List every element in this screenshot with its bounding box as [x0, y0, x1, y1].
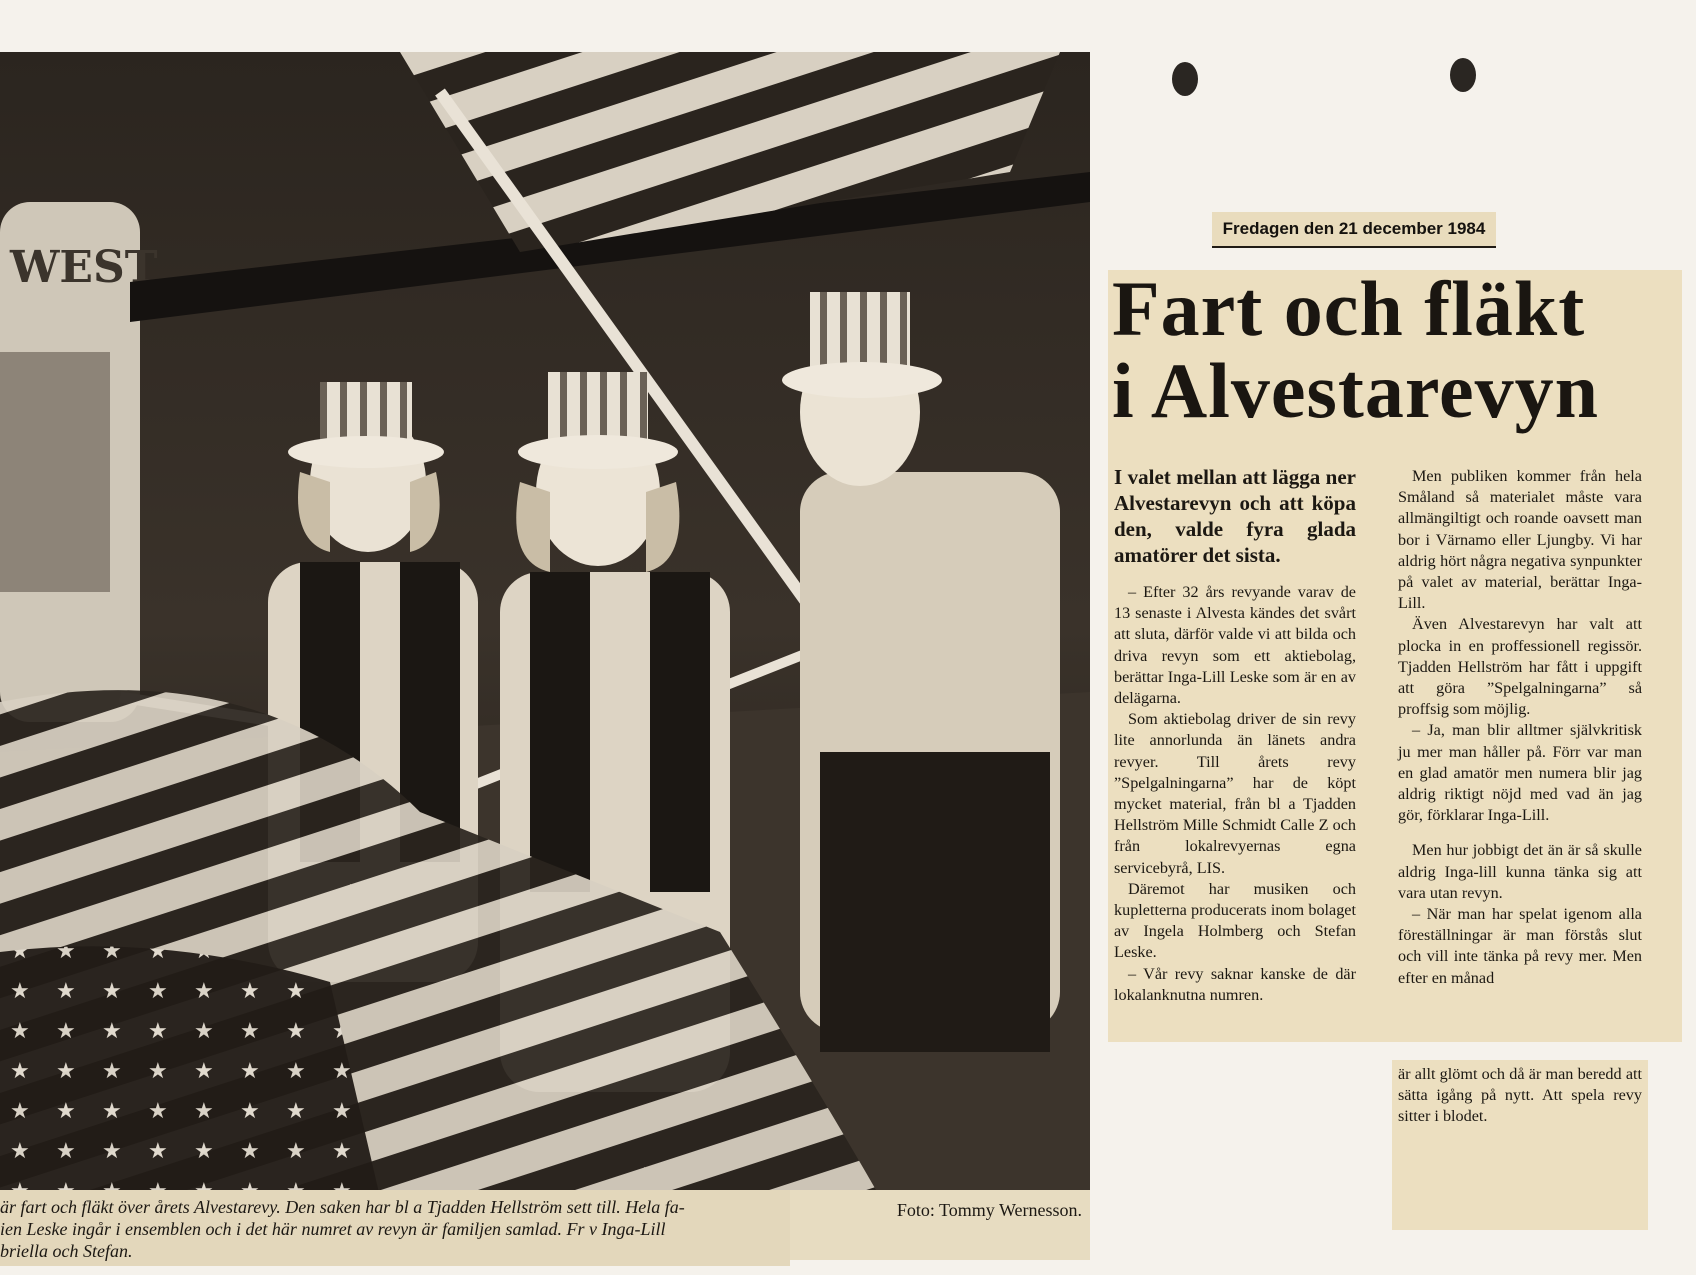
article-tail [1398, 1064, 1642, 1128]
paragraph: – Efter 32 års revyande varav de 13 senaste i Alvesta kändes det svårt att sluta, därför valde vi att bilda och driva revyn som ett aktiebolag, berättar Inga-Lill Leske som är en av delägarna. [1114, 583, 1356, 708]
dateline: Fredagen den 21 december 1984 [1212, 212, 1496, 248]
article-lead: I valet mellan att lägga ner Alvestarevyn och att köpa den, valde fyra glada amatörer det sista. [1114, 465, 1356, 567]
headline [1112, 265, 1682, 434]
paragraph: Även Alvestarevyn har valt att plocka in en proffessionell regissör. Tjadden Hellström har fått i uppgift att göra ”Spelgalningarna” så proffsig som möjlig. [1398, 615, 1642, 719]
photo-caption [0, 1190, 790, 1266]
headline-line: i Alvestarevyn [1112, 347, 1600, 434]
svg-text:WEST: WEST [10, 242, 158, 293]
paragraph: Som aktiebolag driver de sin revy lite annorlunda än länets andra revyer. Till årets revy ”Spelgalningarna” har de köpt mycket material, från bl a Tjadden Hellström Mille Schmidt Calle Z och från lokalrevyernas egna servicebyrå, LIS. [1114, 710, 1356, 877]
newspaper-photo [0, 52, 1090, 1197]
caption-line: briella och Stefan. [0, 1241, 133, 1261]
punch-hole [1450, 58, 1476, 92]
headline-line: Fart och fläkt [1112, 265, 1586, 352]
photo-credit: Foto: Tommy Wernesson. [790, 1190, 1090, 1260]
punch-hole [1172, 62, 1198, 96]
paragraph: – Vår revy saknar kanske de där lokalanknutna numren. [1114, 964, 1356, 1004]
paragraph: Däremot har musiken och kupletterna producerats inom bolaget av Ingela Holmberg och Stefan Leske. [1114, 879, 1356, 962]
paragraph: Men hur jobbigt det än är så skulle aldrig Inga-lill kunna tänka sig att vara utan revyn. [1398, 841, 1642, 902]
caption-line: är fart och fläkt över årets Alvestarevy. Den saken har bl a Tjadden Hellström sett till. Hela fa- [0, 1197, 685, 1217]
caption-line: ien Leske ingår i ensemblen och i det här numret av revyn är familjen samlad. Fr v Inga-Lill [0, 1219, 666, 1239]
article-column-left [1114, 464, 1356, 1006]
paragraph: – När man har spelat igenom alla föreställningar är man förstås slut och vill inte tänka på revy mer. Men efter en månad [1398, 905, 1642, 987]
article-column-right [1398, 466, 1642, 989]
paragraph: – Ja, man blir alltmer självkritisk ju mer man håller på. Förr var man en glad amatör men numera blir jag aldrig riktigt nöjd med vad än jag gör, förklarar Inga-Lill. [1398, 721, 1642, 825]
paragraph: är allt glömt och då är man beredd att sätta igång på nytt. Att spela revy sitter i blodet. [1398, 1065, 1642, 1126]
paragraph: Men publiken kommer från hela Småland så materialet måste vara allmängiltigt och roande oavsett man bor i Värnamo eller Ljungby. Vi har aldrig hört några negativa synpunkter på valet av material, berättar Inga-Lill. [1398, 467, 1642, 613]
